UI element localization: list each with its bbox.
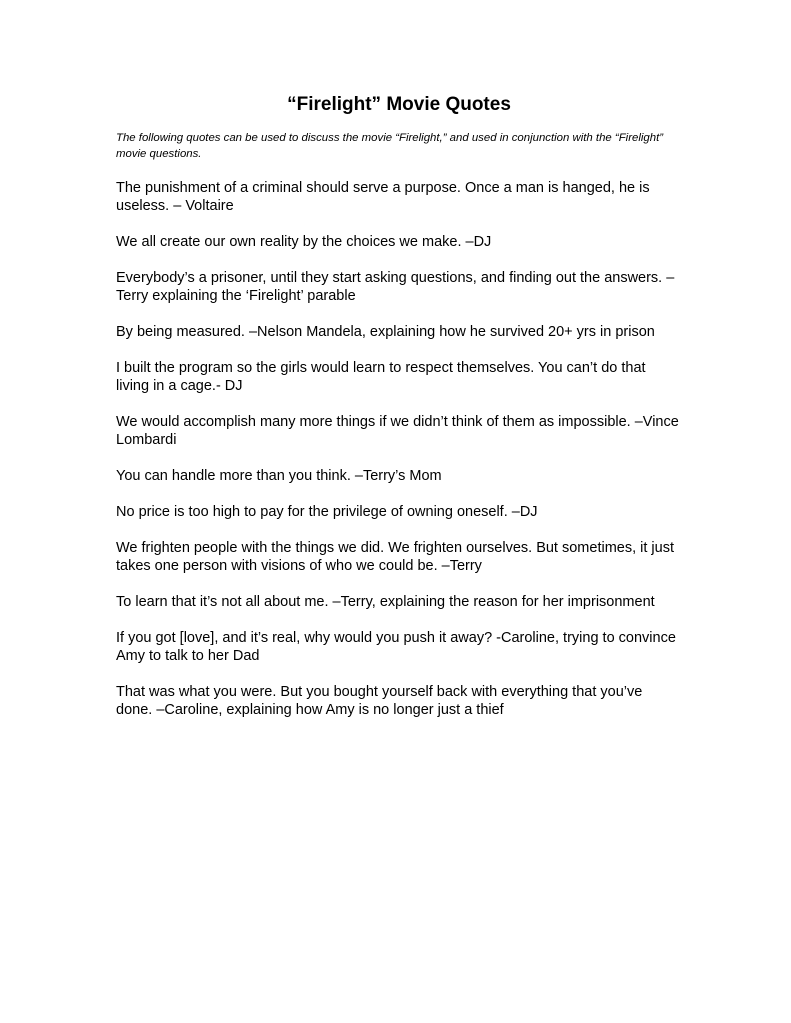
quote-item: We all create our own reality by the choices we make. –DJ (116, 234, 492, 250)
document-page (116, 92, 682, 737)
quote-item: That was what you were. But you bought yourself back with everything that you’ve done. –Caroline, explaining how Amy is no longer just a thief (116, 684, 643, 718)
quote-item: No price is too high to pay for the privilege of owning oneself. –DJ (116, 504, 538, 520)
quote-item: I built the program so the girls would learn to respect themselves. You can’t do that living in a cage.- DJ (116, 360, 646, 394)
quote-item: Everybody’s a prisoner, until they start asking questions, and finding out the answers. – Terry explaining the ‘Firelight’ parable (116, 270, 675, 304)
quote-item: We would accomplish many more things if we didn’t think of them as impossible. –Vince Lombardi (116, 414, 679, 448)
quote-item: If you got [love], and it’s real, why would you push it away? -Caroline, trying to convince Amy to talk to her Dad (116, 630, 676, 664)
intro-text: The following quotes can be used to discuss the movie “Firelight,” and used in conjunction with the “Firelight” movie questions. (116, 132, 664, 160)
quote-item: By being measured. –Nelson Mandela, explaining how he survived 20+ yrs in prison (116, 324, 655, 340)
page-title: “Firelight” Movie Quotes (287, 94, 511, 115)
quote-item: To learn that it’s not all about me. –Terry, explaining the reason for her imprisonment (116, 594, 655, 610)
quote-item: We frighten people with the things we did. We frighten ourselves. But sometimes, it just takes one person with visions of who we could be. –Terry (116, 540, 674, 574)
quote-list (116, 179, 682, 719)
quote-item: The punishment of a criminal should serve a purpose. Once a man is hanged, he is useless. – Voltaire (116, 180, 650, 214)
quote-item: You can handle more than you think. –Terry’s Mom (116, 468, 442, 484)
